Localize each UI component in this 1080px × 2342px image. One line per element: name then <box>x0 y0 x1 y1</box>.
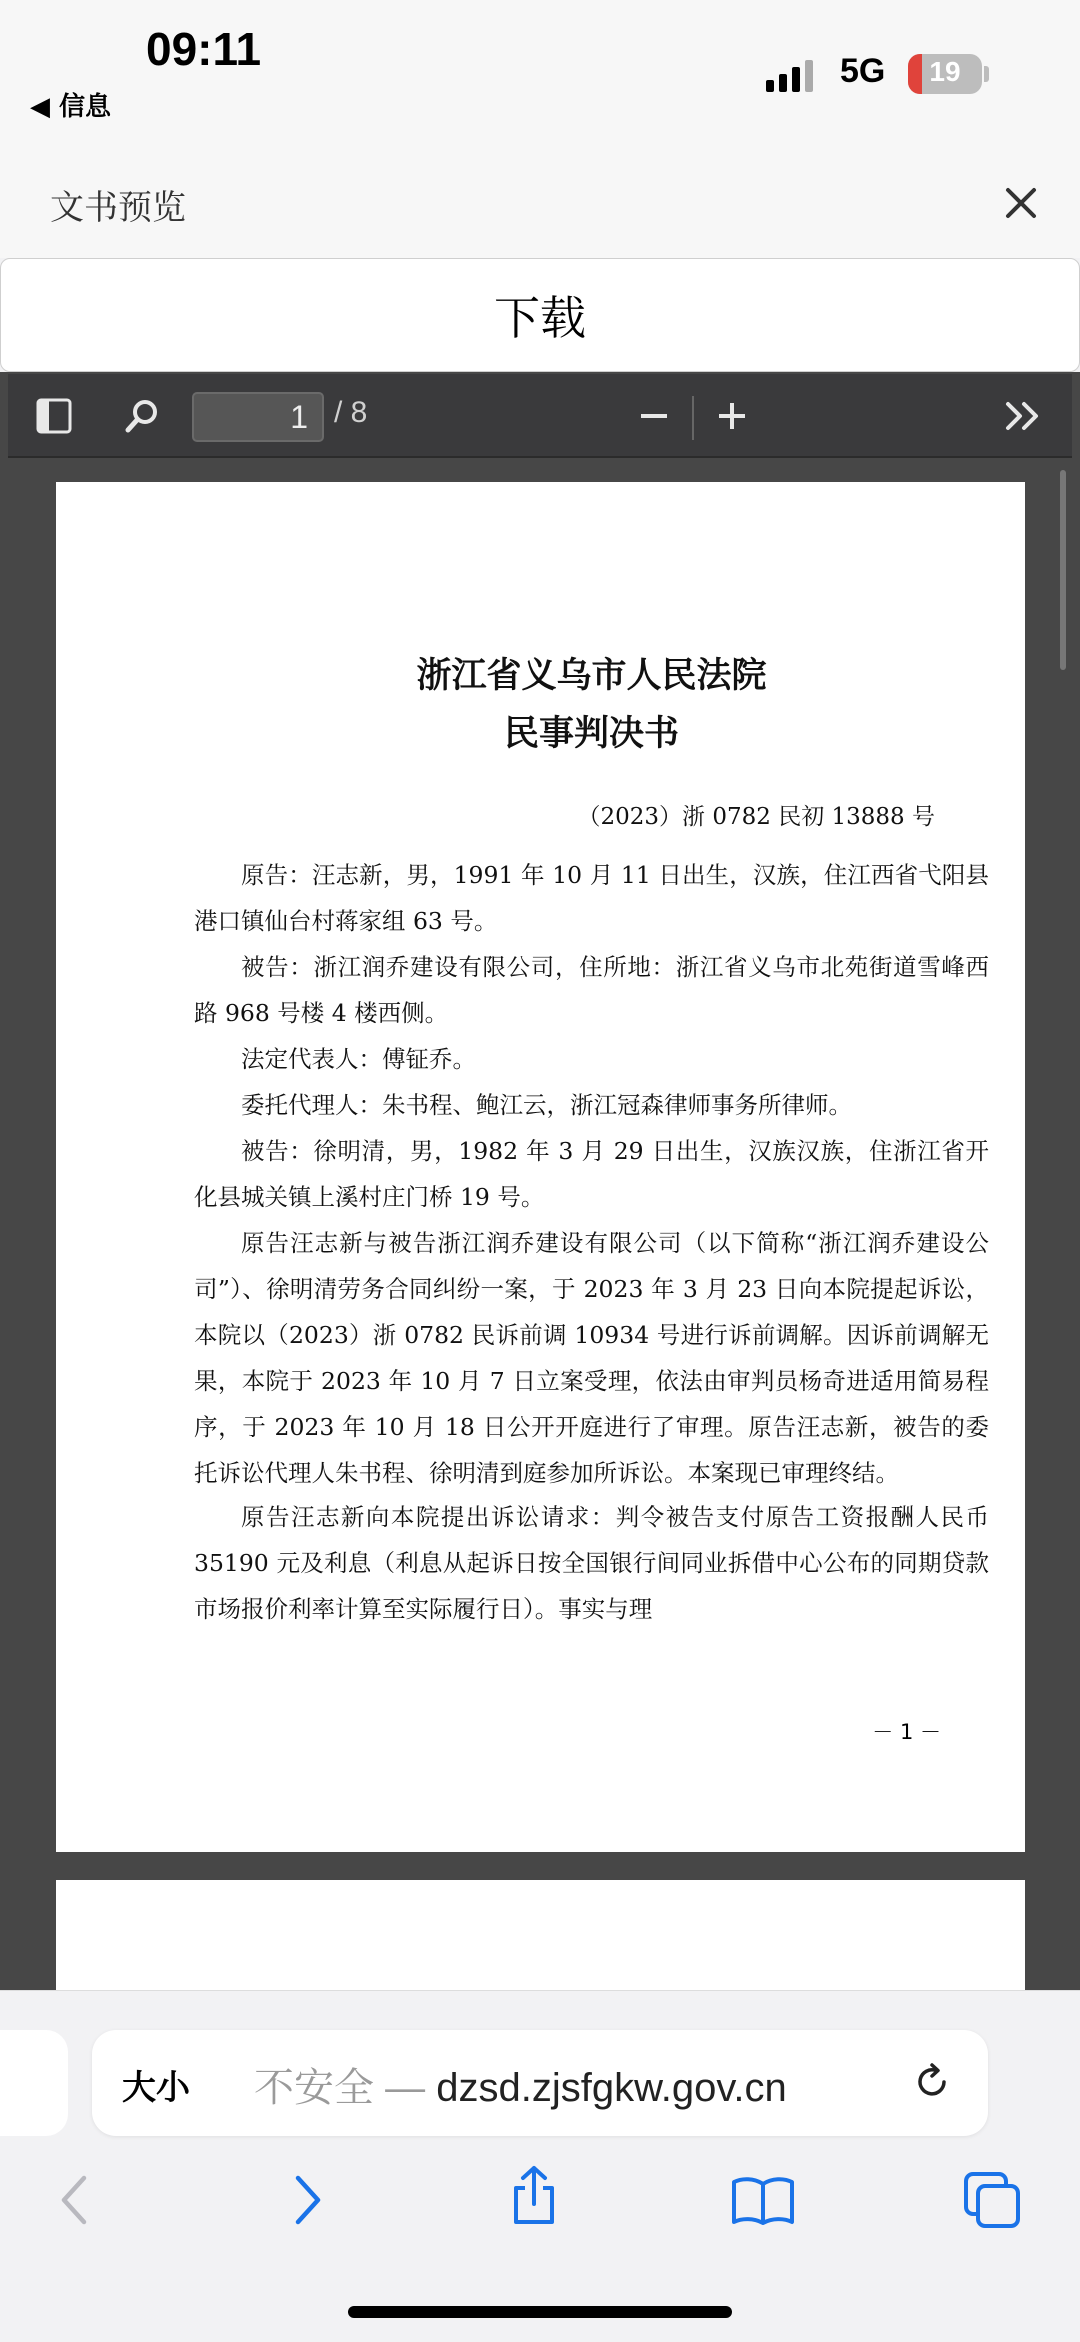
pdf-page <box>56 482 1025 1852</box>
reload-icon[interactable] <box>910 2060 954 2104</box>
page-number-input[interactable]: 1 <box>192 392 324 442</box>
pdf-toolbar <box>8 374 1072 458</box>
paragraph-defendant-company: 被告：浙江润乔建设有限公司，住所地：浙江省义乌市北苑街道雪峰西路 968 号楼 4 楼西侧。 <box>194 953 989 1027</box>
toolbar-separator <box>692 396 694 440</box>
paragraph-claims: 原告汪志新向本院提出诉讼请求：判令被告支付原告工资报酬人民币 35190 元及利息（利息从起诉日按全国银行间同业拆借中心公布的同期贷款市场报价利率计算至实际履行日）。事实与理 <box>194 1503 989 1623</box>
paragraph-case-background: 原告汪志新与被告浙江润乔建设有限公司（以下简称“浙江润乔建设公司”）、徐明清劳务合同纠纷一案，于 2023 年 3 月 23 日向本院提起诉讼，本院以（2023）浙 0782 民诉前调 10934 号进行诉前调解。因诉前调解无果，本院于 2023 年 10 月 7 日立案受理，依法由审判员杨奇进适用简易程序，于 2023 年 10 月 18 日公开开庭进行了审理。原告汪志新，被告的委托诉讼代理人朱书程、徐明清到庭参加所诉讼。本案现已审理终结。 <box>194 1229 989 1487</box>
text-size-button[interactable]: 大小 <box>122 2068 190 2108</box>
scrollbar-thumb[interactable] <box>1060 470 1066 670</box>
paragraph-plaintiff: 原告：汪志新，男，1991 年 10 月 11 日出生，汉族，住江西省弋阳县港口镇仙台村蒋家组 63 号。 <box>194 861 989 935</box>
viewer-title: 文书预览 <box>50 188 186 228</box>
back-icon[interactable] <box>52 2172 96 2228</box>
share-icon[interactable] <box>508 2164 560 2228</box>
case-number: （2023）浙 0782 民初 13888 号 <box>577 804 935 830</box>
insecure-label: 不安全 — <box>254 2066 437 2110</box>
paragraph-legal-representative: 法定代表人：傅钲乔。 <box>241 1045 476 1073</box>
tabs-icon[interactable] <box>962 2170 1024 2230</box>
more-tools-icon[interactable] <box>1004 400 1044 432</box>
url-domain: dzsd.zjsfgkw.gov.cn <box>436 2066 787 2110</box>
court-name: 浙江省义乌市人民法院 <box>416 655 767 696</box>
network-type: 5G <box>840 52 886 90</box>
cellular-signal-icon <box>766 58 813 92</box>
search-icon[interactable] <box>124 398 160 434</box>
zoom-in-icon[interactable] <box>716 400 748 432</box>
page-footer-number: － 1 － <box>872 1720 941 1744</box>
zoom-out-icon[interactable] <box>638 400 670 432</box>
home-indicator[interactable] <box>348 2306 732 2318</box>
battery-tip <box>984 66 989 82</box>
paragraph-agents: 委托代理人：朱书程、鲍江云，浙江冠森律师事务所律师。 <box>241 1091 852 1119</box>
forward-icon[interactable] <box>286 2172 330 2228</box>
sidebar-toggle-icon[interactable] <box>36 398 72 434</box>
back-to-app-link[interactable]: ◀ 信息 <box>30 92 112 122</box>
bookmarks-icon[interactable] <box>730 2176 796 2226</box>
close-icon[interactable] <box>998 180 1044 226</box>
url-text[interactable] <box>254 2056 787 2113</box>
status-time: 09:11 <box>146 23 262 75</box>
page-total: / 8 <box>334 396 368 429</box>
document-type: 民事判决书 <box>503 713 679 754</box>
paragraph-defendant-person: 被告：徐明清，男，1982 年 3 月 29 日出生，汉族汉族，住浙江省开化县城关镇上溪村庄门桥 19 号。 <box>194 1137 989 1211</box>
pdf-page-next <box>56 1880 1025 1990</box>
battery-percent: 19 <box>929 56 961 87</box>
address-bar[interactable] <box>92 2030 988 2136</box>
viewer-header <box>0 148 1080 258</box>
download-button[interactable]: 下载 <box>0 258 1080 372</box>
previous-tab-peek[interactable] <box>0 2030 68 2136</box>
battery-icon <box>908 54 982 94</box>
status-bar <box>0 0 1080 148</box>
